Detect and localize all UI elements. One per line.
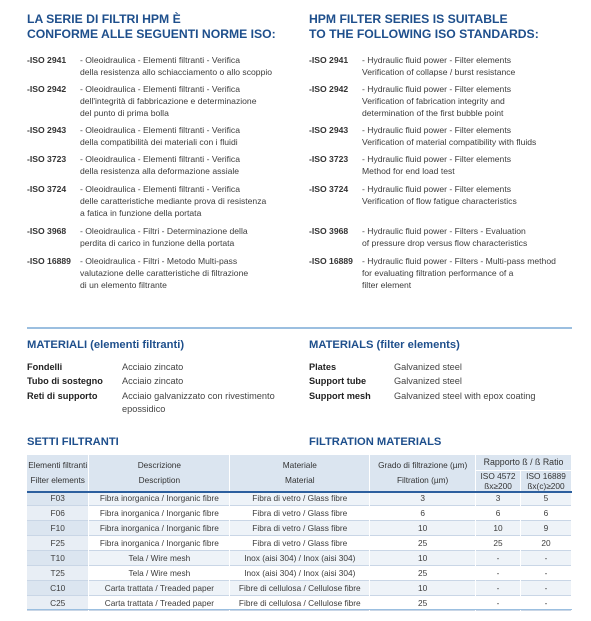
cell-element: T25 [27, 566, 89, 581]
material-label: Plates [309, 362, 337, 372]
description-line: - Oleoidraulica - Filtri - Determinazione della [80, 226, 248, 236]
cell-description: Carta trattata / Treaded paper [89, 581, 230, 596]
iso-description [80, 55, 272, 79]
table-row [27, 566, 572, 581]
description-line: - Oleoidraulica - Elementi filtranti - Verifica [80, 184, 240, 194]
heading-line: CONFORME ALLE SEGUENTI NORME ISO: [27, 26, 276, 41]
iso-code: -ISO 2941 [309, 55, 349, 65]
cell-iso16889: - [520, 551, 571, 566]
description-line: Verification of fabrication integrity and [362, 95, 505, 106]
iso-description [80, 226, 248, 250]
iso-code: -ISO 2943 [309, 125, 349, 135]
material-value: Acciaio galvanizzato con rivestimento [122, 391, 275, 401]
description-line: dell'integrità di fabbricazione e determinazione [80, 95, 257, 106]
iso-code: -ISO 3724 [309, 184, 349, 194]
table-row [27, 491, 572, 506]
material-label: Fondelli [27, 362, 63, 372]
table-title-italian: SETTI FILTRANTI [27, 436, 119, 448]
iso-description [80, 84, 257, 119]
description-line: della resistenza alla deformazione assiale [80, 165, 240, 176]
iso-description [362, 125, 536, 149]
table-row [27, 551, 572, 566]
iso-section-italian [27, 12, 289, 290]
cell-material: Fibre di cellulosa / Cellulose fibre [230, 581, 370, 596]
description-line: valutazione delle caratteristiche di filtrazione [80, 267, 249, 278]
iso-description [362, 84, 511, 119]
cell-element: C10 [27, 581, 89, 596]
cell-iso4572: 25 [476, 536, 521, 551]
header-ratio-group: Rapporto ß / ß Ratio [476, 455, 572, 470]
cell-material: Fibre di cellulosa / Cellulose fibre [230, 596, 370, 611]
table-bottom-rule [27, 609, 572, 610]
header-line: Elementi filtranti [28, 460, 88, 470]
iso-code: -ISO 3724 [27, 184, 67, 194]
description-line: determination of the first bubble point [362, 107, 504, 118]
cell-iso4572: 3 [476, 491, 521, 506]
iso-description [80, 154, 240, 178]
description-line: della resistenza allo schiacciamento o allo scoppio [80, 66, 273, 77]
cell-description: Fibra inorganica / Inorganic fibre [89, 536, 230, 551]
description-line: - Hydraulic fluid power - Filter elements [362, 55, 512, 65]
description-line: - Hydraulic fluid power - Filters - Evaluation [362, 226, 526, 236]
description-line: for evaluating filtration performance of a [362, 267, 514, 278]
cell-description: Fibra inorganica / Inorganic fibre [89, 506, 230, 521]
cell-description: Fibra inorganica / Inorganic fibre [89, 491, 230, 506]
heading-line: LA SERIE DI FILTRI HPM È [27, 12, 181, 26]
iso-description [362, 184, 517, 208]
iso-code: -ISO 16889 [27, 256, 71, 266]
iso-code: -ISO 3723 [309, 154, 349, 164]
iso-code: -ISO 3723 [27, 154, 67, 164]
iso-code: -ISO 3968 [27, 226, 67, 236]
description-line: filter element [362, 279, 412, 290]
iso-code: -ISO 16889 [309, 256, 353, 266]
description-line: a fatica in funzione della portata [80, 207, 202, 218]
cell-iso16889: 5 [520, 491, 571, 506]
header-description [89, 455, 230, 491]
iso-description [362, 226, 527, 250]
material-value: Acciaio zincato [122, 362, 184, 372]
cell-material: Fibra di vetro / Glass fibre [230, 506, 370, 521]
header-element [27, 455, 89, 491]
iso-description [80, 184, 266, 219]
header-iso4572 [476, 470, 521, 491]
cell-description: Tela / Wire mesh [89, 551, 230, 566]
material-label: Reti di supporto [27, 391, 98, 401]
table-row [27, 536, 572, 551]
table-row [27, 506, 572, 521]
material-value: Galvanized steel [394, 362, 462, 372]
description-line: - Oleoidraulica - Elementi filtranti - Verifica [80, 84, 240, 94]
description-line: - Hydraulic fluid power - Filter elements [362, 154, 512, 164]
cell-material: Fibra di vetro / Glass fibre [230, 536, 370, 551]
cell-iso16889: 9 [520, 521, 571, 536]
cell-degree: 10 [370, 581, 476, 596]
header-line: ISO 4572 [480, 470, 516, 481]
cell-material: Fibra di vetro / Glass fibre [230, 491, 370, 506]
cell-degree: 10 [370, 521, 476, 536]
description-line: Verification of collapse / burst resistance [362, 66, 516, 77]
material-value: Acciaio zincato [122, 376, 184, 386]
cell-description: Tela / Wire mesh [89, 566, 230, 581]
material-value: Galvanized steel [394, 376, 462, 386]
cell-iso4572: 10 [476, 521, 521, 536]
description-line: Verification of material compatibility with fluids [362, 136, 537, 147]
table-title-english: FILTRATION MATERIALS [309, 436, 442, 448]
description-line: di un elemento filtrante [80, 279, 167, 290]
iso-description [362, 154, 511, 178]
header-line: ßx(c)≥200 [527, 480, 565, 491]
iso-code: -ISO 2941 [27, 55, 67, 65]
cell-material: Fibra di vetro / Glass fibre [230, 521, 370, 536]
section-divider [27, 327, 572, 329]
table-row [27, 521, 572, 536]
description-line: - Hydraulic fluid power - Filters - Multi-pass method [362, 256, 556, 266]
header-filtration-degree [370, 455, 476, 491]
cell-iso4572: - [476, 581, 521, 596]
iso-code: -ISO 2943 [27, 125, 67, 135]
cell-element: C25 [27, 596, 89, 611]
cell-description: Carta trattata / Treaded paper [89, 596, 230, 611]
iso-description [80, 256, 248, 291]
heading-line: TO THE FOLLOWING ISO STANDARDS: [309, 26, 539, 41]
header-line: Materiale [282, 460, 317, 470]
description-line: Method for end load test [362, 165, 455, 176]
cell-iso4572: - [476, 566, 521, 581]
description-line: della compatibilità dei materiali con i fluidi [80, 136, 238, 147]
table-header-rule [27, 491, 572, 493]
description-line: perdita di carico in funzione della portata [80, 237, 235, 248]
material-value: epossidico [122, 404, 166, 414]
materials-title-italian: MATERIALI (elementi filtranti) [27, 339, 185, 351]
iso-section-english [309, 12, 571, 290]
iso-code: -ISO 3968 [309, 226, 349, 236]
cell-iso16889: - [520, 566, 571, 581]
iso-heading-italian [27, 12, 289, 41]
description-line: - Oleoidraulica - Elementi filtranti - Verifica [80, 154, 240, 164]
cell-element: F03 [27, 491, 89, 506]
cell-material: Inox (aisi 304) / Inox (aisi 304) [230, 566, 370, 581]
materials-title-english: MATERIALS (filter elements) [309, 339, 460, 351]
cell-degree: 6 [370, 506, 476, 521]
material-value: Galvanized steel with epox coating [394, 391, 536, 401]
cell-iso4572: - [476, 596, 521, 611]
material-label: Support tube [309, 376, 367, 386]
iso-description [80, 125, 240, 149]
table-row [27, 581, 572, 596]
header-line: Filter elements [30, 475, 85, 485]
material-label: Tubo di sostegno [27, 376, 103, 386]
header-line: Grado di filtrazione (µm) [378, 460, 468, 470]
cell-material: Inox (aisi 304) / Inox (aisi 304) [230, 551, 370, 566]
material-label: Support mesh [309, 391, 371, 401]
description-line: delle caratteristiche mediante prova di resistenza [80, 195, 267, 206]
cell-element: T10 [27, 551, 89, 566]
iso-code: -ISO 2942 [27, 84, 67, 94]
description-line: - Hydraulic fluid power - Filter elements [362, 84, 512, 94]
cell-element: F25 [27, 536, 89, 551]
cell-iso4572: - [476, 551, 521, 566]
cell-iso16889: - [520, 596, 571, 611]
description-line: - Hydraulic fluid power - Filter elements [362, 184, 512, 194]
cell-iso16889: 20 [520, 536, 571, 551]
cell-element: F10 [27, 521, 89, 536]
iso-code: -ISO 2942 [309, 84, 349, 94]
header-line: Material [285, 475, 315, 485]
header-line: Filtration (µm) [396, 475, 449, 485]
header-line: Description [138, 475, 181, 485]
cell-iso16889: - [520, 581, 571, 596]
cell-element: F06 [27, 506, 89, 521]
header-line: ßx≥200 [484, 480, 512, 491]
description-line: del punto di prima bolla [80, 107, 169, 118]
iso-description [362, 256, 556, 291]
description-line: Verification of flow fatigue characteristics [362, 195, 517, 206]
description-line: - Oleoidraulica - Filtri - Metodo Multi-pass [80, 256, 238, 266]
heading-line: HPM FILTER SERIES IS SUITABLE [309, 12, 508, 26]
iso-heading-english [309, 12, 571, 41]
iso-description [362, 55, 515, 79]
header-iso16889 [520, 470, 571, 491]
description-line: of pressure drop versus flow characteristics [362, 237, 528, 248]
header-line: Descrizione [137, 460, 182, 470]
cell-degree: 25 [370, 536, 476, 551]
cell-description: Fibra inorganica / Inorganic fibre [89, 521, 230, 536]
description-line: - Oleoidraulica - Elementi filtranti - Verifica [80, 125, 240, 135]
cell-iso4572: 6 [476, 506, 521, 521]
description-line: - Oleoidraulica - Elementi filtranti - Verifica [80, 55, 240, 65]
description-line: - Hydraulic fluid power - Filter elements [362, 125, 512, 135]
cell-iso16889: 6 [520, 506, 571, 521]
cell-degree: 3 [370, 491, 476, 506]
cell-degree: 25 [370, 566, 476, 581]
header-material [230, 455, 370, 491]
header-line: ISO 16889 [526, 470, 566, 481]
cell-degree: 10 [370, 551, 476, 566]
cell-degree: 25 [370, 596, 476, 611]
filtration-table [27, 455, 572, 611]
